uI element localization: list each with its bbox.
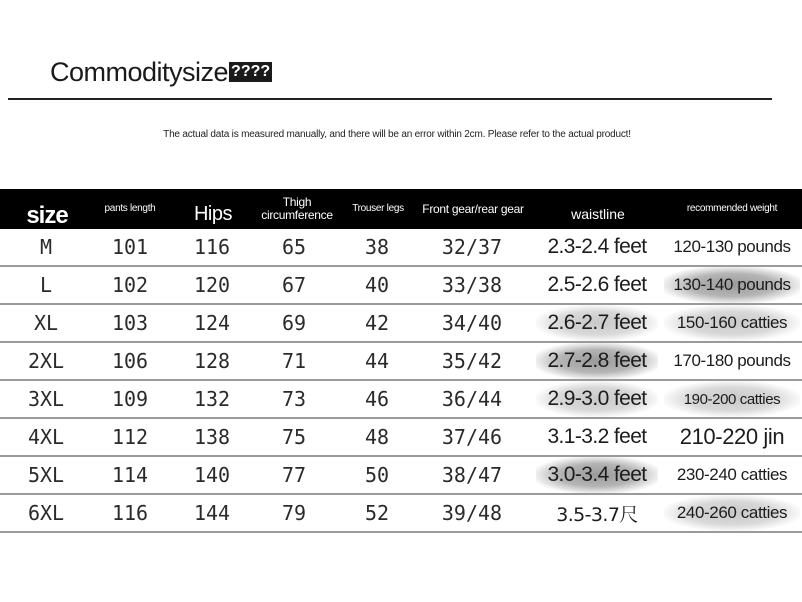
cell-hips: 116: [193, 235, 231, 259]
cell-weight: 170-180 pounds: [673, 351, 791, 370]
header-trouser-legs: Trouser legs: [352, 202, 404, 214]
cell-size: 3XL: [27, 387, 65, 411]
cell-size: XL: [33, 311, 59, 335]
cell-size: 6XL: [27, 501, 65, 525]
header-waistline: waistline: [571, 205, 625, 222]
cell-weight: 120-130 pounds: [673, 237, 791, 256]
cell-waist: 2.6-2.7 feet: [536, 305, 658, 341]
cell-length: 102: [111, 273, 149, 297]
cell-thigh: 79: [281, 501, 307, 525]
cell-gear: 33/38: [441, 273, 503, 297]
cell-size: L: [39, 273, 53, 297]
disclaimer-text: The actual data is measured manually, and there will be an error within 2cm. Please refer to the actual product!: [163, 129, 631, 140]
cell-waist: 2.5-2.6 feet: [547, 273, 647, 296]
cell-gear: 36/44: [441, 387, 503, 411]
table-row: [0, 419, 802, 457]
cell-size: 5XL: [27, 463, 65, 487]
cell-size: 4XL: [27, 425, 65, 449]
header-size: size: [26, 202, 68, 230]
table-row: [0, 305, 802, 343]
cell-thigh: 67: [281, 273, 307, 297]
table-header-row: [0, 189, 802, 229]
cell-gear: 38/47: [441, 463, 503, 487]
cell-length: 109: [111, 387, 149, 411]
cell-hips: 144: [193, 501, 231, 525]
cell-gear: 32/37: [441, 235, 503, 259]
cell-legs: 46: [364, 387, 390, 411]
cell-waist: 2.9-3.0 feet: [536, 381, 658, 417]
cell-waist: 3.5-3.7尺: [556, 503, 638, 526]
cell-legs: 40: [364, 273, 390, 297]
cell-legs: 50: [364, 463, 390, 487]
size-chart-table: [0, 189, 802, 533]
header-hips: Hips: [193, 202, 232, 225]
cell-length: 101: [111, 235, 149, 259]
cell-length: 112: [111, 425, 149, 449]
table-row: [0, 495, 802, 533]
cell-length: 103: [111, 311, 149, 335]
cell-legs: 52: [364, 501, 390, 525]
cell-length: 116: [111, 501, 149, 525]
table-row: [0, 267, 802, 305]
cell-thigh: 69: [281, 311, 307, 335]
cell-waist: 3.0-3.4 feet: [536, 457, 658, 493]
cell-length: 106: [111, 349, 149, 373]
cell-legs: 38: [364, 235, 390, 259]
cell-hips: 140: [193, 463, 231, 487]
cell-size: 2XL: [27, 349, 65, 373]
cell-weight: 240-260 catties: [664, 495, 800, 531]
table-row: [0, 229, 802, 267]
cell-thigh: 75: [281, 425, 307, 449]
cell-gear: 35/42: [441, 349, 503, 373]
title-suffix-box: ????: [231, 63, 271, 80]
cell-legs: 48: [364, 425, 390, 449]
cell-hips: 128: [193, 349, 231, 373]
table-row: [0, 457, 802, 495]
cell-waist: 2.7-2.8 feet: [536, 343, 658, 379]
cell-waist: 2.3-2.4 feet: [547, 235, 647, 258]
cell-thigh: 65: [281, 235, 307, 259]
cell-hips: 124: [193, 311, 231, 335]
cell-gear: 34/40: [441, 311, 503, 335]
cell-thigh: 71: [281, 349, 307, 373]
page-title: [50, 52, 272, 92]
cell-legs: 42: [364, 311, 390, 335]
cell-gear: 37/46: [441, 425, 503, 449]
title-text: Commoditysize: [50, 56, 229, 87]
header-gear: Front gear/rear gear: [422, 201, 524, 216]
table-row: [0, 381, 802, 419]
cell-thigh: 77: [281, 463, 307, 487]
header-recommended-weight: recommended weight: [686, 202, 778, 214]
cell-hips: 132: [193, 387, 231, 411]
cell-weight: 230-240 catties: [676, 465, 788, 484]
cell-legs: 44: [364, 349, 390, 373]
cell-thigh: 73: [281, 387, 307, 411]
cell-length: 114: [111, 463, 149, 487]
table-row: [0, 343, 802, 381]
cell-gear: 39/48: [441, 501, 503, 525]
cell-hips: 138: [193, 425, 231, 449]
cell-weight: 130-140 pounds: [664, 267, 800, 303]
title-divider: [8, 98, 772, 100]
cell-weight: 190-200 catties: [664, 381, 800, 417]
cell-waist: 3.1-3.2 feet: [547, 425, 647, 448]
cell-hips: 120: [193, 273, 231, 297]
cell-size: M: [39, 235, 53, 259]
header-thigh: Thigh circumference: [261, 195, 333, 222]
cell-weight: 210-220 jin: [679, 424, 785, 449]
header-pants-length: pants length: [104, 202, 156, 214]
cell-weight: 150-160 catties: [664, 305, 800, 341]
